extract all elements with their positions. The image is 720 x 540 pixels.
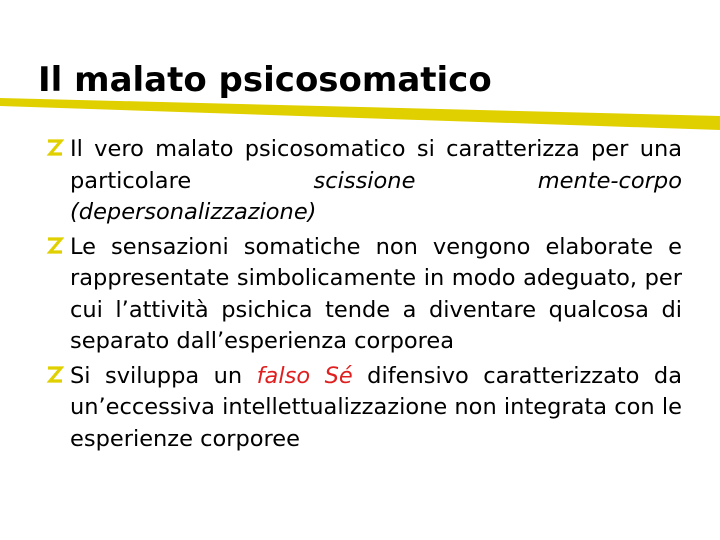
bullet-text: Le sensazioni somatiche non vengono elaborate e rappresentate simbolicamente in modo adeguato, per cui l’attività psichica tende a diventare qualcosa di separato dall’esperienza corporea xyxy=(70,233,682,354)
slide-title: Il malato psicosomatico xyxy=(38,60,492,100)
bullet-emphasis-secondary: depersonalizzazione xyxy=(78,199,308,225)
bullet-emphasis: scissione mente-corpo xyxy=(313,167,682,194)
bullet-text: Si sviluppa un xyxy=(70,362,257,389)
bullet-paren-close: ) xyxy=(307,199,317,225)
bullet-item xyxy=(46,361,682,456)
title-underline xyxy=(0,96,720,136)
bullet-item xyxy=(46,232,682,358)
z-bullet-icon xyxy=(46,365,64,385)
bullet-text-continued: difensivo caratterizzato da un’eccessiva intellettualizzazione non integrata con le esperienze corporee xyxy=(70,362,682,452)
bullet-emphasis: falso Sé xyxy=(256,362,353,389)
z-bullet-icon xyxy=(46,236,64,256)
bullet-item xyxy=(46,134,682,229)
z-bullet-icon xyxy=(46,138,64,158)
bullet-text: Il vero malato psicosomatico si caratterizza per una particolare xyxy=(70,136,682,194)
bullet-list xyxy=(46,134,682,455)
bullet-paren-open: ( xyxy=(70,199,79,225)
